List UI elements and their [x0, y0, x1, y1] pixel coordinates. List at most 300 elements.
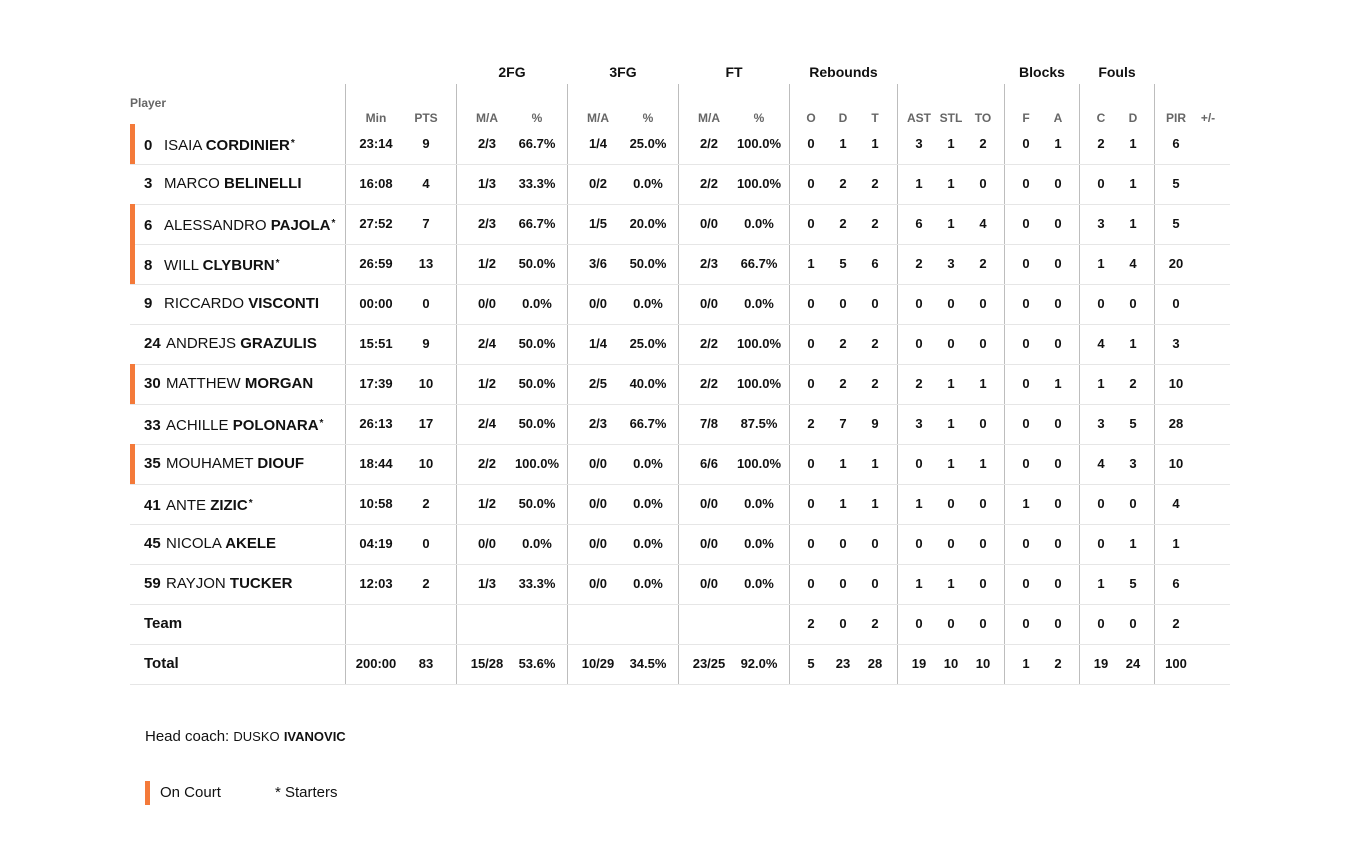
stat-to: 2 [979, 256, 987, 271]
stat-to: 0 [979, 416, 987, 431]
stat-blk-a: 0 [1054, 536, 1062, 551]
stat-reb-d: 2 [839, 216, 847, 231]
stat-3fg-ma: 0/0 [588, 576, 608, 591]
stat-reb-d: 2 [839, 376, 847, 391]
stat-ft-ma: 7/8 [699, 416, 719, 431]
stat-plus-minus [1188, 284, 1228, 324]
stat-blk-f: 0 [1022, 536, 1030, 551]
on-court-legend-label: On Court [160, 784, 221, 801]
stat-blk-f: 0 [1022, 456, 1030, 471]
player-row[interactable] [130, 444, 1230, 485]
stat-foul-c: 4 [1097, 456, 1105, 471]
stat-reb-d: 0 [839, 536, 847, 551]
stat-ft-pct: 66.7% [740, 256, 778, 271]
stat-reb-t: 1 [871, 136, 879, 151]
player-name[interactable] [144, 124, 295, 164]
player-last-name: MORGAN [244, 375, 314, 392]
player-last-name: CLYBURN [202, 257, 275, 274]
stat-pts: 9 [422, 336, 430, 351]
stat-to: 0 [979, 576, 987, 591]
stat-foul-d: 0 [1129, 296, 1137, 311]
stat-2fg-pct: 33.3% [518, 576, 556, 591]
group-header-rebounds: Rebounds [809, 64, 878, 80]
stat-reb-t: 2 [871, 616, 879, 631]
stat-stl: 1 [947, 176, 955, 191]
stat-2fg-ma: 1/3 [477, 176, 497, 191]
stat-foul-d: 3 [1129, 456, 1137, 471]
stat-3fg-ma: 1/4 [588, 136, 608, 151]
col-header-ast: AST [907, 111, 931, 125]
stat-3fg-ma: 0/0 [588, 536, 608, 551]
player-first-name: RAYJON [166, 575, 226, 592]
stat-ast: 0 [915, 616, 923, 631]
col-header-3fg-ma: M/A [587, 111, 609, 125]
player-last-name: TUCKER [229, 575, 293, 592]
col-header-reb-o: O [806, 111, 816, 125]
stat-pts: 10 [418, 376, 434, 391]
stat-pts [400, 604, 452, 644]
stat-blk-f: 0 [1022, 176, 1030, 191]
stat-3fg-ma: 0/2 [588, 176, 608, 191]
stat-foul-d: 1 [1129, 136, 1137, 151]
stat-blk-f: 0 [1022, 576, 1030, 591]
stat-to: 1 [979, 456, 987, 471]
stat-reb-t: 1 [871, 496, 879, 511]
stat-foul-d: 5 [1129, 416, 1137, 431]
stat-foul-c: 0 [1097, 496, 1105, 511]
stat-ast: 2 [915, 376, 923, 391]
col-header-pir: PIR [1165, 111, 1186, 125]
group-header-3fg: 3FG [609, 64, 637, 80]
player-name[interactable] [144, 244, 279, 284]
col-header-ft-ma: M/A [698, 111, 720, 125]
stat-ft-pct: 87.5% [740, 416, 778, 431]
player-first-name: ANTE [166, 497, 207, 514]
stat-plus-minus [1188, 484, 1228, 524]
stat-reb-d: 0 [839, 616, 847, 631]
stat-reb-d: 1 [839, 496, 847, 511]
stat-min: 27:52 [359, 216, 393, 231]
stat-3fg-pct: 0.0% [633, 296, 663, 311]
stat-3fg-pct: 0.0% [633, 176, 663, 191]
stat-stl: 0 [947, 296, 955, 311]
stat-3fg-ma: 1/5 [588, 216, 608, 231]
stat-2fg-pct: 66.7% [518, 216, 556, 231]
stat-reb-t: 0 [871, 296, 879, 311]
stat-blk-f: 1 [1022, 496, 1030, 511]
stat-reb-o: 0 [807, 496, 815, 511]
stat-ft-ma: 23/25 [692, 656, 726, 671]
stat-blk-a: 0 [1054, 296, 1062, 311]
stat-pir: 2 [1172, 616, 1180, 631]
player-name[interactable] [144, 164, 302, 204]
stat-blk-f: 1 [1022, 656, 1030, 671]
stat-blk-f: 0 [1022, 296, 1030, 311]
stat-pir: 6 [1172, 576, 1180, 591]
stat-plus-minus [1188, 644, 1228, 684]
starter-marker: * [275, 258, 280, 269]
player-number: 41 [144, 497, 161, 514]
col-header-3fg-pct: % [642, 111, 654, 125]
stat-min: 18:44 [359, 456, 393, 471]
stat-pts: 2 [422, 496, 430, 511]
stat-min: 26:59 [359, 256, 393, 271]
starter-marker: * [248, 498, 253, 509]
stat-3fg-ma: 2/3 [588, 416, 608, 431]
stat-reb-o: 2 [807, 616, 815, 631]
stat-ast: 6 [915, 216, 923, 231]
stat-ast: 0 [915, 296, 923, 311]
stat-plus-minus [1188, 604, 1228, 644]
col-header-2fg-ma: M/A [476, 111, 498, 125]
col-header-plus-minus: +/- [1200, 111, 1216, 125]
stat-min: 15:51 [359, 336, 393, 351]
player-number: 8 [144, 257, 153, 274]
stat-3fg-pct: 34.5% [629, 656, 667, 671]
player-row[interactable] [130, 284, 1230, 325]
player-first-name: ANDREJS [166, 335, 237, 352]
stat-2fg-ma: 1/3 [477, 576, 497, 591]
stat-min: 12:03 [359, 576, 393, 591]
stat-blk-a: 0 [1054, 336, 1062, 351]
player-last-name: BELINELLI [224, 175, 302, 192]
stat-reb-o: 0 [807, 456, 815, 471]
stat-reb-t: 28 [867, 656, 883, 671]
stat-ft-ma: 0/0 [699, 536, 719, 551]
stat-min: 26:13 [359, 416, 393, 431]
stat-2fg-ma: 0/0 [477, 536, 497, 551]
stat-pts: 7 [422, 216, 430, 231]
stat-3fg-pct: 50.0% [629, 256, 667, 271]
stat-reb-o: 0 [807, 336, 815, 351]
stat-ft-ma: 0/0 [699, 216, 719, 231]
starter-marker: * [290, 138, 295, 149]
stat-blk-a: 0 [1054, 616, 1062, 631]
stat-2fg-pct: 50.0% [518, 416, 556, 431]
stat-pir: 5 [1172, 216, 1180, 231]
stat-3fg-pct: 0.0% [633, 456, 663, 471]
player-name[interactable] [144, 204, 335, 244]
player-row[interactable] [130, 564, 1230, 605]
stat-foul-c: 1 [1097, 256, 1105, 271]
stat-pts: 9 [422, 136, 430, 151]
stat-ft-pct [725, 604, 793, 644]
stat-plus-minus [1188, 564, 1228, 604]
stat-foul-c: 3 [1097, 416, 1105, 431]
col-header-stl: STL [939, 111, 963, 125]
stat-ft-pct: 100.0% [736, 136, 782, 151]
col-header-to: TO [974, 111, 992, 125]
stat-reb-d: 0 [839, 576, 847, 591]
stat-3fg-pct: 0.0% [633, 496, 663, 511]
stat-blk-a: 0 [1054, 456, 1062, 471]
stat-min [344, 604, 408, 644]
stat-reb-t: 1 [871, 456, 879, 471]
on-court-legend-swatch [145, 781, 150, 805]
col-header-2fg-pct: % [531, 111, 543, 125]
stat-blk-a: 0 [1054, 576, 1062, 591]
player-number: 45 [144, 535, 161, 552]
head-coach-first-name: DUSKO [233, 729, 280, 744]
stat-reb-o: 0 [807, 176, 815, 191]
player-row[interactable] [130, 364, 1230, 405]
stat-stl: 1 [947, 216, 955, 231]
player-first-name: MATTHEW [166, 375, 241, 392]
stat-2fg-pct: 33.3% [518, 176, 556, 191]
team-row-label: Team [144, 615, 183, 632]
player-row[interactable] [130, 124, 1230, 165]
stat-foul-d: 1 [1129, 536, 1137, 551]
player-row[interactable] [130, 484, 1230, 525]
player-column-header: Player [130, 96, 167, 110]
stat-ft-pct: 0.0% [744, 496, 774, 511]
stat-2fg-pct: 66.7% [518, 136, 556, 151]
player-first-name: ACHILLE [166, 417, 229, 434]
stat-min: 10:58 [359, 496, 393, 511]
player-name[interactable] [144, 524, 276, 564]
stat-stl: 1 [947, 376, 955, 391]
stat-2fg-ma: 1/2 [477, 496, 497, 511]
stat-2fg-ma: 1/2 [477, 256, 497, 271]
stat-plus-minus [1188, 444, 1228, 484]
stat-to: 10 [975, 656, 991, 671]
stat-2fg-ma: 2/2 [477, 456, 497, 471]
stat-stl: 1 [947, 576, 955, 591]
stat-stl: 10 [943, 656, 959, 671]
stat-ft-ma: 6/6 [699, 456, 719, 471]
stat-plus-minus [1188, 524, 1228, 564]
stat-blk-a: 2 [1054, 656, 1062, 671]
stat-to: 2 [979, 136, 987, 151]
stat-2fg-ma: 0/0 [477, 296, 497, 311]
player-name[interactable] [144, 564, 292, 604]
stat-blk-a: 0 [1054, 416, 1062, 431]
stat-3fg-ma: 0/0 [588, 456, 608, 471]
stat-ft-ma: 0/0 [699, 576, 719, 591]
stat-2fg-pct: 50.0% [518, 496, 556, 511]
stat-3fg-ma: 10/29 [581, 656, 615, 671]
stat-stl: 0 [947, 536, 955, 551]
player-first-name: MOUHAMET [166, 455, 254, 472]
player-number: 33 [144, 417, 161, 434]
group-header-ft: FT [725, 64, 743, 80]
player-last-name: CORDINIER [205, 137, 290, 154]
stat-blk-f: 0 [1022, 616, 1030, 631]
stat-to: 0 [979, 176, 987, 191]
stat-blk-a: 0 [1054, 176, 1062, 191]
stat-reb-o: 0 [807, 576, 815, 591]
stat-foul-c: 0 [1097, 616, 1105, 631]
stat-2fg-ma: 1/2 [477, 376, 497, 391]
stat-3fg-pct: 66.7% [629, 416, 667, 431]
player-row[interactable] [130, 164, 1230, 205]
player-first-name: ISAIA [164, 137, 202, 154]
stat-foul-d: 1 [1129, 336, 1137, 351]
stat-reb-o: 0 [807, 136, 815, 151]
player-row[interactable] [130, 324, 1230, 365]
stat-to: 0 [979, 536, 987, 551]
stat-blk-a: 0 [1054, 496, 1062, 511]
stat-stl: 1 [947, 136, 955, 151]
player-row[interactable] [130, 524, 1230, 565]
player-name[interactable] [144, 364, 313, 404]
stat-min: 17:39 [359, 376, 393, 391]
stat-ft-pct: 100.0% [736, 176, 782, 191]
stat-plus-minus [1188, 244, 1228, 284]
player-first-name: MARCO [164, 175, 220, 192]
stat-ast: 0 [915, 536, 923, 551]
stat-ft-ma: 2/2 [699, 376, 719, 391]
player-first-name: ALESSANDRO [164, 217, 267, 234]
stat-plus-minus [1188, 324, 1228, 364]
player-last-name: ZIZIC [210, 497, 248, 514]
stat-foul-c: 0 [1097, 176, 1105, 191]
stat-to: 0 [979, 296, 987, 311]
player-row[interactable] [130, 244, 1230, 285]
col-header-foul-c: C [1096, 111, 1106, 125]
stat-foul-d: 2 [1129, 376, 1137, 391]
player-row[interactable] [130, 404, 1230, 445]
stat-stl: 3 [947, 256, 955, 271]
player-name[interactable] [144, 484, 253, 524]
stat-min: 200:00 [355, 656, 397, 671]
player-last-name: DIOUF [257, 455, 305, 472]
player-name[interactable] [144, 324, 317, 364]
stat-reb-o: 0 [807, 536, 815, 551]
stat-reb-o: 2 [807, 416, 815, 431]
stat-reb-d: 23 [835, 656, 851, 671]
player-number: 24 [144, 335, 161, 352]
stat-pir: 10 [1168, 456, 1184, 471]
col-header-reb-d: D [838, 111, 848, 125]
stat-ft-pct: 100.0% [736, 336, 782, 351]
stat-reb-t: 0 [871, 576, 879, 591]
stat-pir: 5 [1172, 176, 1180, 191]
stat-pts: 4 [422, 176, 430, 191]
player-number: 35 [144, 455, 161, 472]
stat-ast: 1 [915, 496, 923, 511]
player-number: 59 [144, 575, 161, 592]
stat-ft-pct: 0.0% [744, 296, 774, 311]
team-row [130, 604, 1230, 645]
stat-blk-f: 0 [1022, 336, 1030, 351]
stat-2fg-ma: 15/28 [470, 656, 504, 671]
stat-reb-o: 1 [807, 256, 815, 271]
player-first-name: RICCARDO [164, 295, 245, 312]
stat-to: 0 [979, 336, 987, 351]
stat-stl: 1 [947, 416, 955, 431]
player-row[interactable] [130, 204, 1230, 245]
stat-ft-ma: 2/2 [699, 136, 719, 151]
stat-foul-c: 19 [1093, 656, 1109, 671]
stat-foul-d: 0 [1129, 496, 1137, 511]
stat-stl: 0 [947, 496, 955, 511]
stat-ft-pct: 100.0% [736, 376, 782, 391]
col-header-foul-d: D [1128, 111, 1138, 125]
stat-3fg-pct: 25.0% [629, 336, 667, 351]
stat-blk-f: 0 [1022, 136, 1030, 151]
stat-pts: 0 [422, 536, 430, 551]
stat-min: 04:19 [359, 536, 393, 551]
stat-reb-o: 0 [807, 376, 815, 391]
group-header-2fg: 2FG [498, 64, 526, 80]
stat-foul-d: 0 [1129, 616, 1137, 631]
stat-stl: 0 [947, 336, 955, 351]
stat-2fg-pct: 53.6% [518, 656, 556, 671]
stat-blk-a: 0 [1054, 256, 1062, 271]
starter-marker: * [319, 418, 324, 429]
stat-3fg-pct: 25.0% [629, 136, 667, 151]
stat-2fg-pct: 50.0% [518, 336, 556, 351]
stat-ast: 1 [915, 176, 923, 191]
stat-2fg-ma: 2/4 [477, 416, 497, 431]
stat-pts: 2 [422, 576, 430, 591]
player-number: 30 [144, 375, 161, 392]
stat-min: 23:14 [359, 136, 393, 151]
stat-3fg-ma: 0/0 [588, 296, 608, 311]
total-row-label: Total [144, 655, 179, 672]
stat-3fg-pct [617, 604, 679, 644]
stat-reb-d: 7 [839, 416, 847, 431]
player-name[interactable] [144, 284, 319, 324]
stat-3fg-pct: 40.0% [629, 376, 667, 391]
stat-foul-c: 1 [1097, 576, 1105, 591]
head-coach [145, 728, 346, 745]
stat-reb-t: 2 [871, 376, 879, 391]
stat-reb-d: 2 [839, 336, 847, 351]
on-court-indicator [130, 444, 135, 484]
stat-ft-pct: 0.0% [744, 576, 774, 591]
stat-ft-ma: 2/2 [699, 176, 719, 191]
stat-foul-c: 1 [1097, 376, 1105, 391]
stat-2fg-pct: 0.0% [522, 536, 552, 551]
stat-to: 4 [979, 216, 987, 231]
stat-to: 0 [979, 496, 987, 511]
stat-3fg-ma: 0/0 [588, 496, 608, 511]
stat-ast: 19 [911, 656, 927, 671]
player-name[interactable] [144, 444, 304, 484]
starter-marker: * [331, 218, 336, 229]
player-number: 6 [144, 217, 153, 234]
group-header-blocks: Blocks [1019, 64, 1065, 80]
stat-blk-f: 0 [1022, 256, 1030, 271]
stat-reb-t: 9 [871, 416, 879, 431]
stat-plus-minus [1188, 364, 1228, 404]
on-court-indicator [130, 204, 135, 244]
stat-ft-ma: 0/0 [699, 296, 719, 311]
stat-2fg-pct: 50.0% [518, 376, 556, 391]
stat-pir: 20 [1168, 256, 1184, 271]
stat-pir: 3 [1172, 336, 1180, 351]
stat-foul-d: 4 [1129, 256, 1137, 271]
stat-2fg-ma: 2/3 [477, 136, 497, 151]
stat-to: 1 [979, 376, 987, 391]
stat-ft-ma: 0/0 [699, 496, 719, 511]
stat-3fg-pct: 0.0% [633, 576, 663, 591]
group-header-fouls: Fouls [1098, 64, 1136, 80]
stat-pts: 0 [422, 296, 430, 311]
stat-3fg-pct: 0.0% [633, 536, 663, 551]
stat-foul-d: 24 [1125, 656, 1141, 671]
player-number: 0 [144, 137, 153, 154]
stat-ast: 3 [915, 416, 923, 431]
stat-foul-d: 1 [1129, 176, 1137, 191]
player-name[interactable] [144, 404, 323, 444]
on-court-indicator [130, 364, 135, 404]
stat-foul-c: 4 [1097, 336, 1105, 351]
stat-foul-c: 0 [1097, 536, 1105, 551]
stat-stl: 0 [947, 616, 955, 631]
